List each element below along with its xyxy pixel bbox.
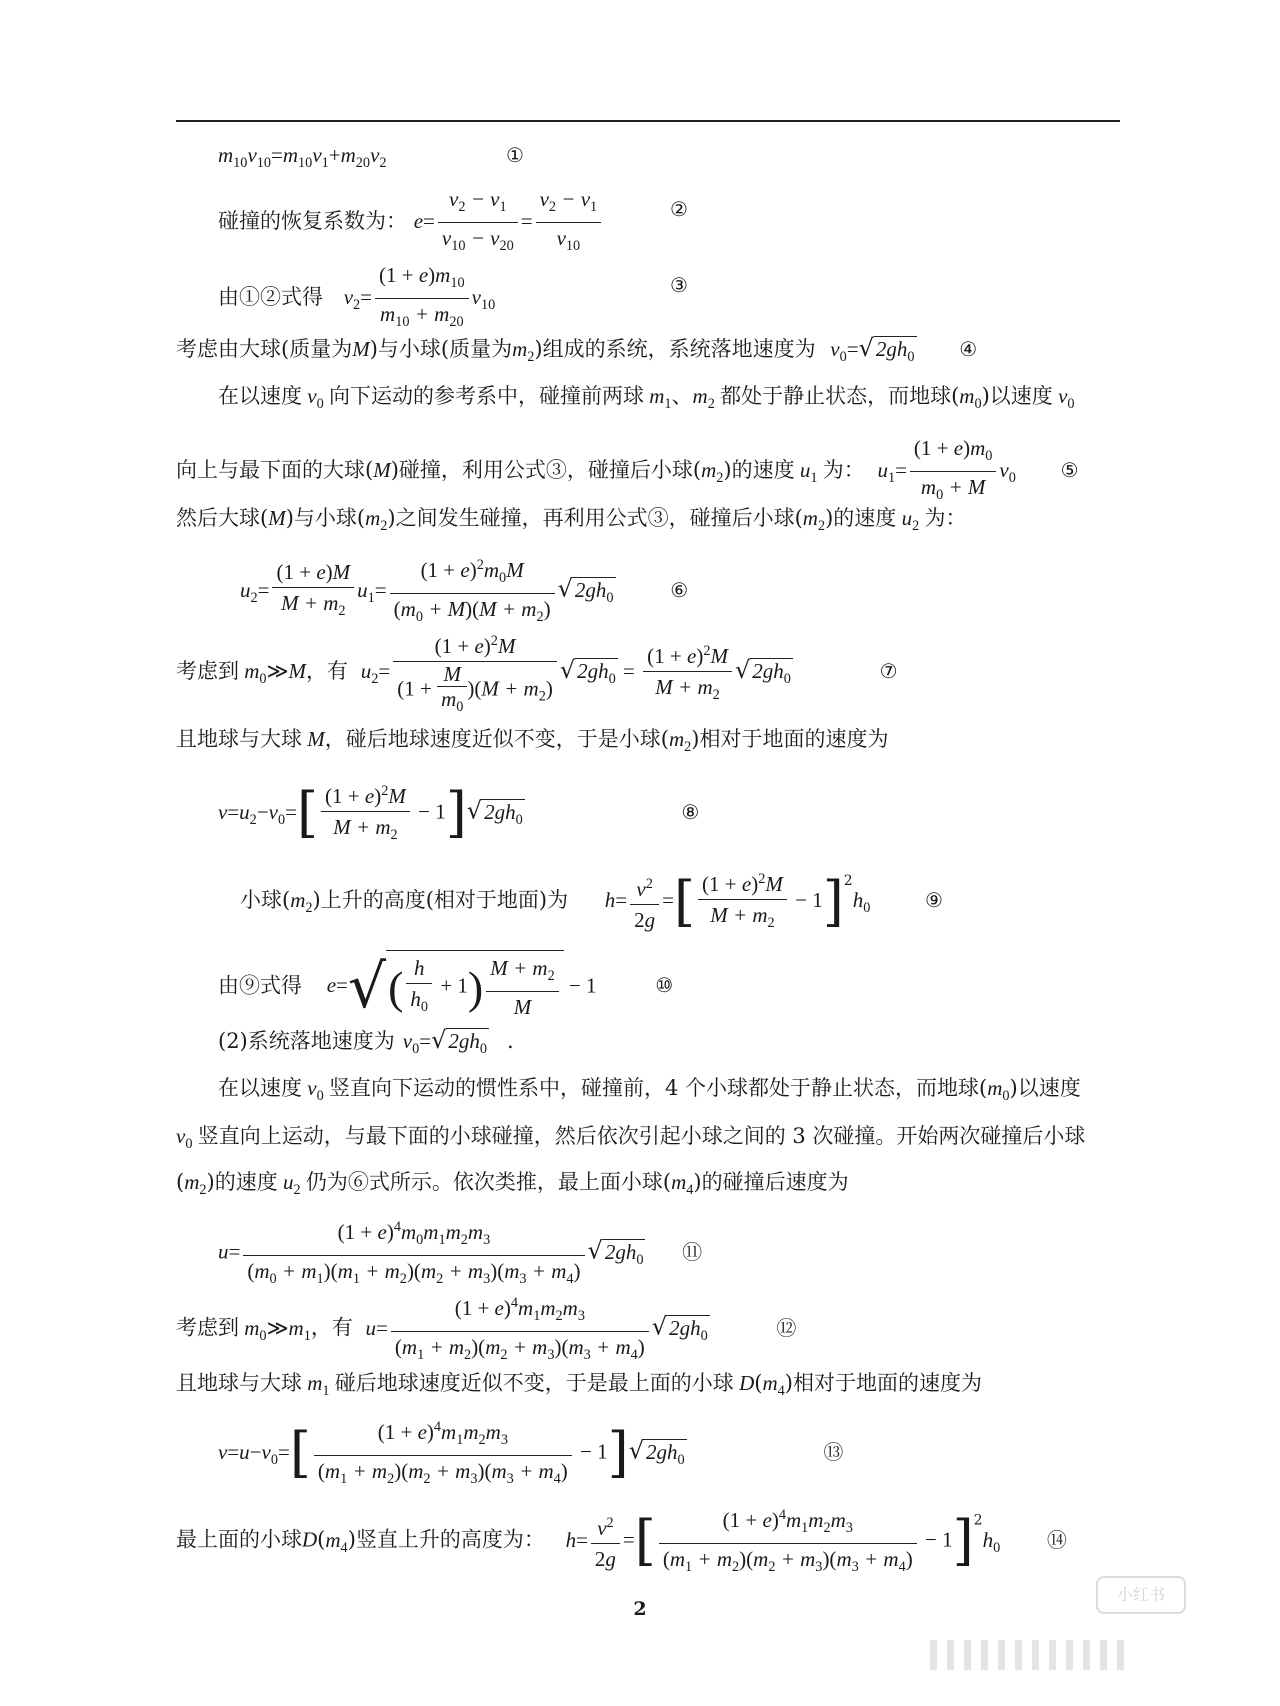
equation-3: 由①②式得 $v_2=$ $\frac{(1 + e)m_{10}}{m_{10} + m_{20}}$ $v_{10}$ ③	[218, 263, 688, 331]
watermark-bars	[930, 1640, 1260, 1680]
equation-4-line: 考虑由大球(质量为M)与小球(质量为$m_2$)组成的系统，系统落地速度为 $v_0=√2gh_0$ ④	[176, 333, 977, 372]
equation-13: $v=u-v_0=$[ $\frac{(1 + e)^4m_1m_2m_3}{(m_1 + m_2)(m_2 + m_3)(m_3 + m_4)}$ − $1]√2gh_0$ ⑬	[218, 1414, 843, 1492]
paragraph-line: (2)系统落地速度为 $v_0=√2gh_0$ .	[218, 1025, 514, 1064]
eq-number: ①	[506, 143, 524, 167]
paragraph-line: 且地球与大球 $m_1$ 碰后地球速度近似不变，于是最上面的小球 $D(m_4)$相对于地面的速度为	[176, 1371, 982, 1400]
paragraph-line: 在以速度 $v_0$ 竖直向下运动的惯性系中，碰撞前，4 个小球都处于静止状态，而地球$(m_0)$以速度	[218, 1076, 1081, 1105]
equation-14: 最上面的小球$D(m_4)$竖直上升的高度为： h= $\frac{v^2}{2g}$ =[ $\frac{(1 + e)^4m_1m_2m_3}{(m_1 + m_2)(m_2 + m_3)(m_3 + m_4)}$ − $1]^2h_0$ ⑭	[176, 1502, 1067, 1580]
equation-11: u= $\frac{(1 + e)^4m_0m_1m_2m_3}{(m_0 + m_1)(m_1 + m_2)(m_2 + m_3)(m_3 + m_4)}$ $√2gh_0$ ⑪	[218, 1214, 702, 1292]
paragraph-line: 然后大球(M)与小球$(m_2)$之间发生碰撞，再利用公式③，碰撞后小球$(m_2)$的速度 $u_2$ 为：	[176, 506, 967, 535]
paragraph-line: 且地球与大球 M，碰后地球速度近似不变，于是小球$(m_2)$相对于地面的速度为	[176, 727, 889, 756]
equation-6: $u_2=$ $\frac{(1 + e)M}{M + m_2}$ $u_1=$ $\frac{(1 + e)^2m_0M}{(m_0 + M)(M + m_2)}$ $√2gh_0$ ⑥	[240, 552, 688, 630]
equation-10: 由⑨式得 e=√( $\frac{h}{h_0}$ + 1) $\frac{M + m_2}{M}$ − 1 ⑩	[218, 951, 674, 1022]
header-rule	[176, 120, 1120, 122]
watermark-logo: 小红书	[1096, 1576, 1186, 1614]
paragraph-line: 在以速度 $v_0$ 向下运动的参考系中，碰撞前两球 $m_1$、$m_2$ 都处于静止状态，而地球$(m_0)$以速度 $v_0$	[218, 384, 1075, 413]
equation-1: $m_{10}v_{10}=m_{10}v_1+m_{20}v_2$ ①	[218, 140, 387, 178]
equation-8: $v=u_2-v_0=$[ $\frac{(1 + e)^2M}{M + m_2}$ − $1]√2gh_0$ ⑧	[218, 778, 699, 848]
equation-2: 碰撞的恢复系数为： e= $\frac{v_2 - v_1}{v_{10} - v_{20}}$ = $\frac{v_2 - v_1}{v_{10}}$ ②	[218, 187, 688, 255]
paragraph-line: $(m_2)$的速度 $u_2$ 仍为⑥式所示。依次类推，最上面小球$(m_4)$的碰撞后速度为	[176, 1170, 849, 1199]
equation-5-line: 向上与最下面的大球(M)碰撞，利用公式③，碰撞后小球$(m_2)$的速度 $u_1$ 为： $u_1=$ $\frac{(1 + e)m_0}{m_0 + M}$ $v_0$ ⑤	[176, 436, 1079, 504]
equation-9: 小球$(m_2)$上升的高度(相对于地面)为 h= $\frac{v^2}{2g}$ =[ $\frac{(1 + e)^2M}{M + m_2}$ − $1]^2h_0$ ⑨	[240, 866, 943, 937]
paragraph-line: $v_0$ 竖直向上运动，与最下面的小球碰撞，然后依次引起小球之间的 3 次碰撞。开始两次碰撞后小球	[176, 1124, 1086, 1153]
equation-7: 考虑到 $m_0≫M$，有 $u_2=$ $(1 + e)^2M$ (1 + $\frac{M}{m_0}$ )$(M + m_2)$ $√2gh_0$ = $\frac{(1 + e)^2M}{M + m_2}$ $√2gh_0$ ⑦	[176, 628, 898, 717]
equation-12: 考虑到 $m_0≫m_1$，有 u= $\frac{(1 + e)^4m_1m_2m_3}{(m_1 + m_2)(m_2 + m_3)(m_3 + m_4)}$ $√2gh_0$ ⑫	[176, 1290, 796, 1368]
page-number: 2	[633, 1598, 647, 1620]
